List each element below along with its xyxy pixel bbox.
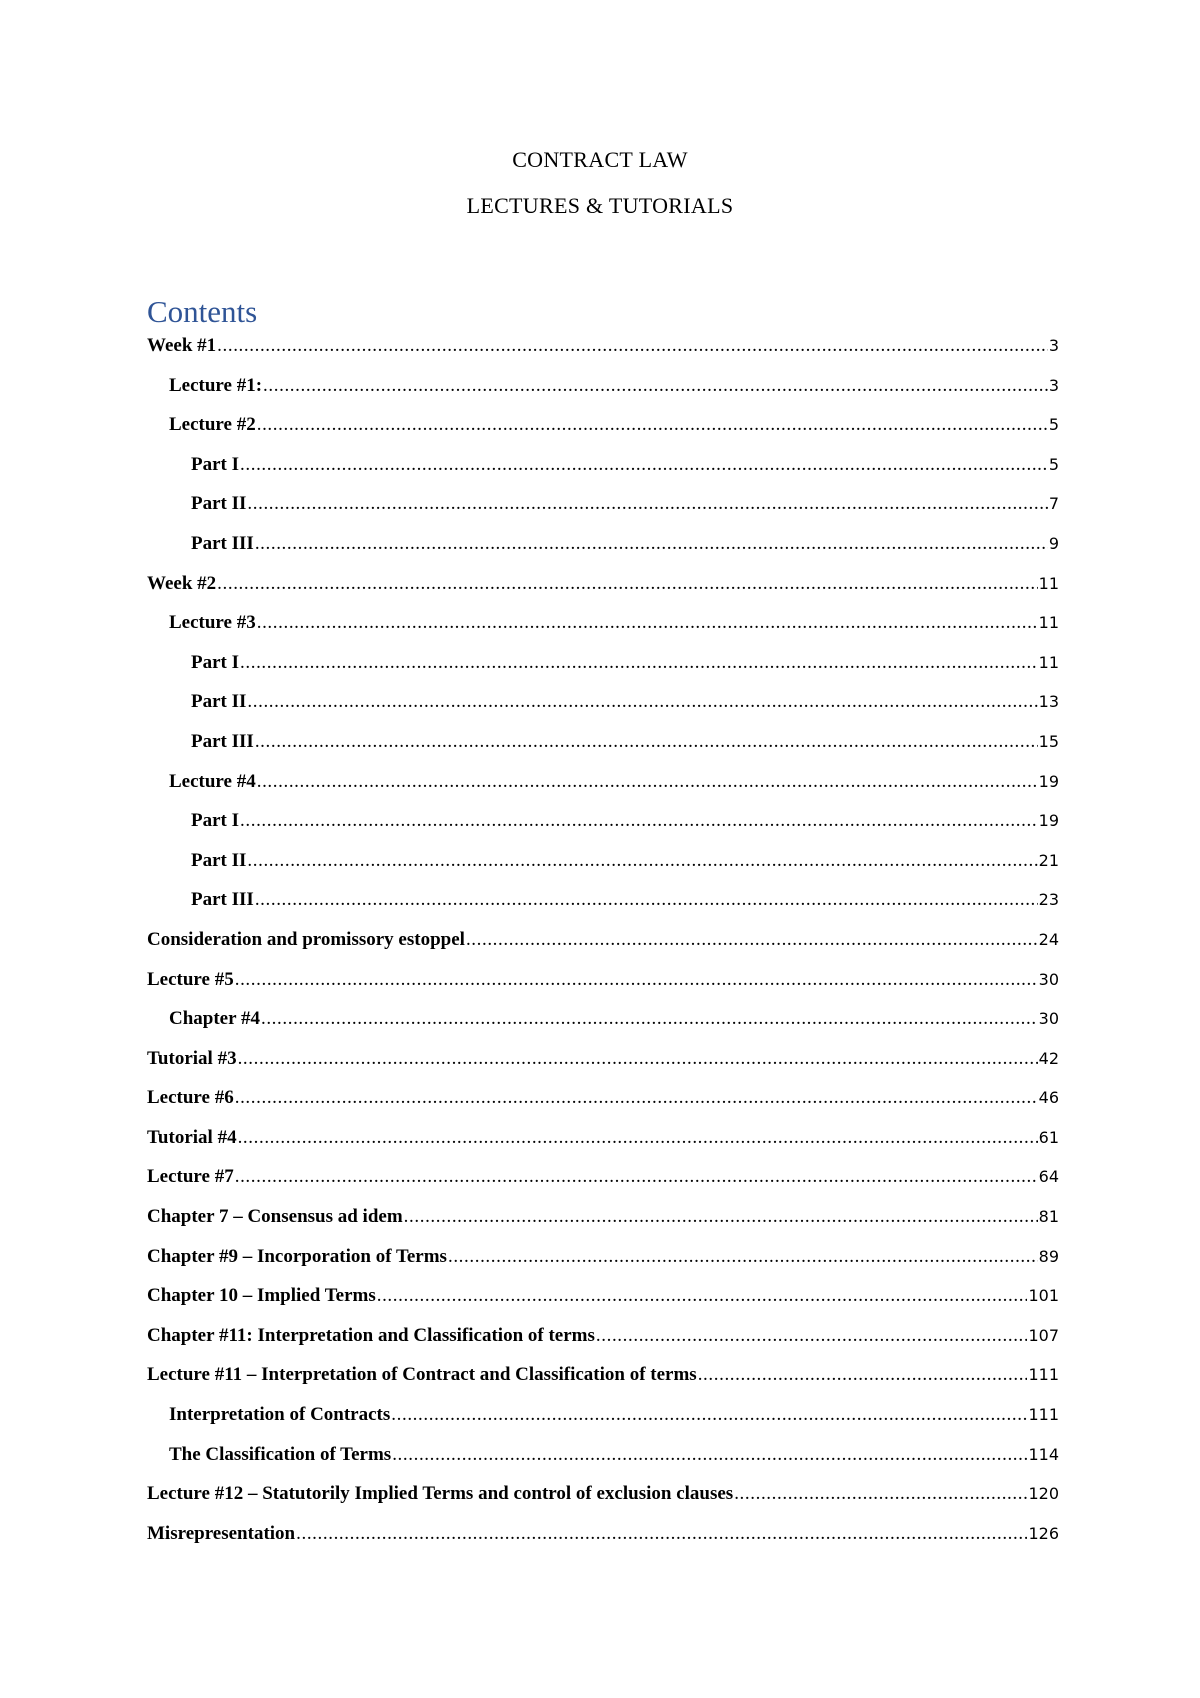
- toc-entry-title: Lecture #5: [147, 968, 234, 990]
- toc-page-number: 15: [1038, 731, 1059, 751]
- toc-page-number: 30: [1038, 1009, 1059, 1029]
- toc-page-number: 89: [1038, 1246, 1059, 1266]
- toc-dot-leader: [235, 969, 1038, 991]
- toc-entry-title: The Classification of Terms: [169, 1443, 392, 1465]
- toc-page-number: 19: [1038, 771, 1059, 791]
- toc-dot-leader: [247, 493, 1047, 515]
- toc-dot-leader: [596, 1325, 1028, 1347]
- toc-entry[interactable]: [147, 454, 1059, 494]
- table-of-contents: [147, 335, 1059, 1562]
- toc-entry[interactable]: [147, 1404, 1059, 1444]
- toc-entry[interactable]: [147, 375, 1059, 415]
- toc-page-number: 61: [1038, 1127, 1059, 1147]
- toc-dot-leader: [698, 1364, 1028, 1386]
- toc-page-number: 81: [1038, 1207, 1059, 1227]
- toc-entry[interactable]: [147, 1206, 1059, 1246]
- toc-dot-leader: [235, 1166, 1038, 1188]
- toc-entry-title: Part II: [191, 493, 247, 515]
- toc-page-number: 111: [1028, 1365, 1059, 1385]
- toc-entry-title: Lecture #7: [147, 1166, 234, 1188]
- toc-dot-leader: [392, 1444, 1027, 1466]
- toc-entry-title: Lecture #12 – Statutorily Implied Terms and control of exclusion clauses: [147, 1483, 734, 1505]
- toc-page-number: 126: [1028, 1523, 1059, 1543]
- toc-page-number: 107: [1028, 1325, 1059, 1345]
- toc-entry[interactable]: [147, 1246, 1059, 1286]
- toc-entry[interactable]: [147, 1048, 1059, 1088]
- toc-page-number: 11: [1038, 613, 1059, 633]
- toc-entry-title: Week #2: [147, 572, 217, 594]
- toc-entry[interactable]: [147, 691, 1059, 731]
- toc-entry[interactable]: [147, 1008, 1059, 1048]
- toc-dot-leader: [240, 454, 1048, 476]
- toc-entry-title: Chapter 7 – Consensus ad idem: [147, 1206, 403, 1228]
- toc-page-number: 120: [1028, 1484, 1059, 1504]
- toc-entry-title: Part II: [191, 849, 247, 871]
- toc-entry[interactable]: [147, 1444, 1059, 1484]
- toc-page-number: 19: [1038, 811, 1059, 831]
- document-title: CONTRACT LAW: [512, 147, 688, 172]
- toc-entry-title: Lecture #4: [169, 770, 256, 792]
- toc-entry-title: Lecture #6: [147, 1087, 234, 1109]
- toc-dot-leader: [235, 1087, 1038, 1109]
- toc-entry-title: Week #1: [147, 335, 217, 356]
- toc-entry[interactable]: [147, 533, 1059, 573]
- toc-entry[interactable]: [147, 1166, 1059, 1206]
- toc-dot-leader: [261, 1008, 1038, 1030]
- toc-entry-title: Part III: [191, 532, 254, 554]
- toc-dot-leader: [238, 1048, 1038, 1070]
- toc-dot-leader: [240, 652, 1038, 674]
- toc-page-number: 3: [1048, 336, 1059, 355]
- toc-dot-leader: [257, 414, 1048, 436]
- toc-dot-leader: [734, 1483, 1027, 1505]
- toc-entry[interactable]: [147, 652, 1059, 692]
- toc-entry[interactable]: [147, 1127, 1059, 1167]
- toc-entry-title: Consideration and promissory estoppel: [147, 928, 465, 950]
- toc-dot-leader: [240, 810, 1038, 832]
- toc-entry-title: Chapter #4: [169, 1008, 260, 1030]
- toc-entry-title: Lecture #2: [169, 414, 256, 436]
- toc-dot-leader: [377, 1285, 1028, 1307]
- toc-page-number: 3: [1048, 375, 1059, 395]
- toc-entry[interactable]: [147, 1483, 1059, 1523]
- toc-page-number: 101: [1028, 1286, 1059, 1306]
- toc-dot-leader: [391, 1404, 1027, 1426]
- toc-entry[interactable]: [147, 889, 1059, 929]
- toc-dot-leader: [217, 335, 1048, 357]
- toc-entry-title: Lecture #1:: [169, 374, 263, 396]
- toc-page-number: 21: [1038, 850, 1059, 870]
- toc-entry-title: Misrepresentation: [147, 1522, 296, 1544]
- toc-dot-leader: [263, 375, 1048, 397]
- toc-dot-leader: [255, 889, 1038, 911]
- toc-dot-leader: [247, 850, 1037, 872]
- toc-entry[interactable]: [147, 1364, 1059, 1404]
- toc-entry[interactable]: [147, 850, 1059, 890]
- toc-entry-title: Interpretation of Contracts: [169, 1404, 391, 1426]
- toc-dot-leader: [255, 731, 1038, 753]
- document-subtitle: LECTURES & TUTORIALS: [466, 193, 734, 218]
- toc-page-number: 11: [1038, 652, 1059, 672]
- toc-entry[interactable]: [147, 929, 1059, 969]
- toc-dot-leader: [247, 691, 1037, 713]
- toc-entry[interactable]: [147, 1523, 1059, 1563]
- toc-dot-leader: [238, 1127, 1038, 1149]
- toc-page-number: 13: [1038, 692, 1059, 712]
- toc-entry[interactable]: [147, 1325, 1059, 1365]
- toc-entry[interactable]: [147, 1285, 1059, 1325]
- toc-entry[interactable]: [147, 810, 1059, 850]
- toc-dot-leader: [404, 1206, 1038, 1228]
- toc-entry[interactable]: [147, 493, 1059, 533]
- toc-entry[interactable]: [147, 612, 1059, 652]
- toc-entry-title: Part I: [191, 453, 240, 475]
- toc-dot-leader: [257, 771, 1038, 793]
- toc-page-number: 9: [1048, 533, 1059, 553]
- toc-entry-title: Part I: [191, 651, 240, 673]
- toc-entry[interactable]: [147, 771, 1059, 811]
- toc-entry-title: Tutorial #4: [147, 1126, 237, 1148]
- toc-entry-title: Chapter #11: Interpretation and Classification of terms: [147, 1324, 595, 1346]
- toc-page-number: 46: [1038, 1088, 1059, 1108]
- toc-page-number: 42: [1038, 1048, 1059, 1068]
- toc-page-number: 5: [1048, 415, 1059, 435]
- toc-entry-title: Part I: [191, 810, 240, 832]
- contents-heading: Contents: [147, 294, 258, 329]
- toc-entry-title: Lecture #3: [169, 612, 256, 634]
- toc-page-number: 24: [1038, 929, 1059, 949]
- toc-entry-title: Lecture #11 – Interpretation of Contract and Classification of terms: [147, 1364, 697, 1386]
- toc-entry[interactable]: [147, 731, 1059, 771]
- toc-dot-leader: [217, 573, 1038, 595]
- toc-entry-title: Part II: [191, 691, 247, 713]
- toc-page-number: 114: [1028, 1444, 1059, 1464]
- toc-entry[interactable]: [147, 335, 1059, 375]
- toc-page-number: 5: [1048, 454, 1059, 474]
- toc-page-number: 11: [1038, 573, 1059, 593]
- toc-page-number: 23: [1038, 890, 1059, 910]
- toc-page-number: 30: [1038, 969, 1059, 989]
- toc-entry-title: Chapter 10 – Implied Terms: [147, 1285, 376, 1307]
- toc-page-number: 111: [1028, 1405, 1059, 1425]
- toc-entry[interactable]: [147, 414, 1059, 454]
- toc-dot-leader: [296, 1523, 1027, 1545]
- toc-entry[interactable]: [147, 1087, 1059, 1127]
- toc-page-number: 7: [1048, 494, 1059, 514]
- toc-dot-leader: [448, 1246, 1038, 1268]
- toc-entry-title: Chapter #9 – Incorporation of Terms: [147, 1245, 447, 1267]
- toc-dot-leader: [257, 612, 1038, 634]
- toc-entry-title: Part III: [191, 889, 254, 911]
- toc-entry-title: Tutorial #3: [147, 1047, 237, 1069]
- toc-entry-title: Part III: [191, 730, 254, 752]
- toc-entry[interactable]: [147, 969, 1059, 1009]
- toc-page-number: 64: [1038, 1167, 1059, 1187]
- toc-entry[interactable]: [147, 573, 1059, 613]
- toc-dot-leader: [466, 929, 1038, 951]
- toc-dot-leader: [255, 533, 1048, 555]
